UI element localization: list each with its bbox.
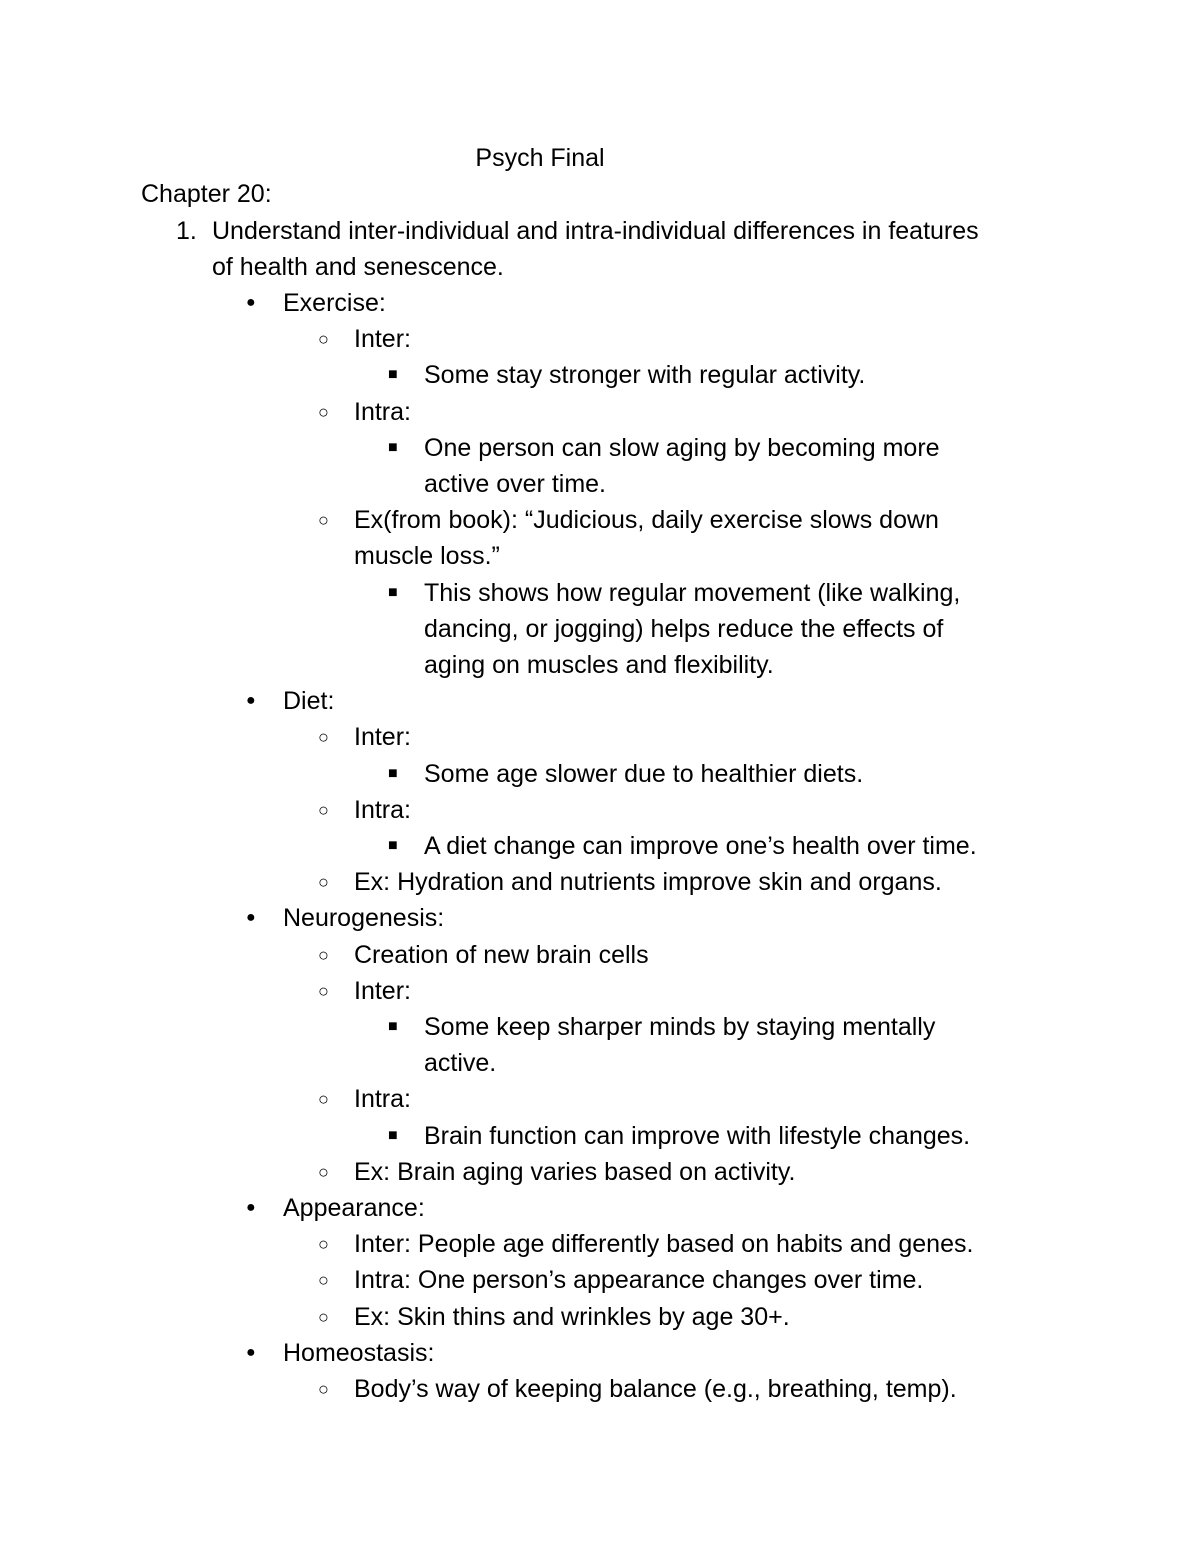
item-number: 1. xyxy=(176,217,197,245)
sub-entry-text-line: A diet change can improve one’s health over time. xyxy=(424,832,977,860)
sub-entry-text-line: aging on muscles and flexibility. xyxy=(424,651,774,679)
section-heading: Neurogenesis: xyxy=(283,904,445,932)
entry-text-line: Ex: Skin thins and wrinkles by age 30+. xyxy=(354,1303,790,1331)
entry-text-line: Intra: One person’s appearance changes over time. xyxy=(354,1266,924,1294)
entry-text-line: Body’s way of keeping balance (e.g., breathing, temp). xyxy=(354,1375,957,1403)
item-text-line: of health and senescence. xyxy=(212,253,504,281)
sub-entry-text-line: This shows how regular movement (like walking, xyxy=(424,579,961,607)
bullet-circle-icon: ○ xyxy=(318,402,329,422)
bullet-circle-icon: ○ xyxy=(318,1089,329,1109)
bullet-circle-icon: ○ xyxy=(318,872,329,892)
bullet-dot-icon: ● xyxy=(246,1344,256,1361)
bullet-circle-icon: ○ xyxy=(318,1162,329,1182)
sub-entry-text-line: active. xyxy=(424,1049,497,1077)
bullet-circle-icon: ○ xyxy=(318,1379,329,1399)
entry-text-line: Inter: xyxy=(354,325,411,353)
entry-text-line: Ex: Brain aging varies based on activity. xyxy=(354,1158,796,1186)
bullet-square-icon: ■ xyxy=(388,584,398,601)
bullet-dot-icon: ● xyxy=(246,909,256,926)
entry-text-line: Inter: xyxy=(354,723,411,751)
bullet-circle-icon: ○ xyxy=(318,1270,329,1290)
bullet-circle-icon: ○ xyxy=(318,1234,329,1254)
bullet-square-icon: ■ xyxy=(388,366,398,383)
bullet-circle-icon: ○ xyxy=(318,981,329,1001)
entry-text-line: Intra: xyxy=(354,1085,411,1113)
bullet-dot-icon: ● xyxy=(246,692,256,709)
bullet-circle-icon: ○ xyxy=(318,1307,329,1327)
bullet-square-icon: ■ xyxy=(388,1127,398,1144)
section-heading: Exercise: xyxy=(283,289,386,317)
entry-text-line: Inter: xyxy=(354,977,411,1005)
chapter-heading: Chapter 20: xyxy=(141,180,272,208)
bullet-square-icon: ■ xyxy=(388,1018,398,1035)
bullet-dot-icon: ● xyxy=(246,1199,256,1216)
entry-text-line: Ex: Hydration and nutrients improve skin and organs. xyxy=(354,868,942,896)
sub-entry-text-line: One person can slow aging by becoming more xyxy=(424,434,940,462)
entry-text-line: Intra: xyxy=(354,398,411,426)
section-heading: Homeostasis: xyxy=(283,1339,435,1367)
sub-entry-text-line: Some stay stronger with regular activity. xyxy=(424,361,866,389)
entry-text-line: Inter: People age differently based on habits and genes. xyxy=(354,1230,974,1258)
sub-entry-text-line: dancing, or jogging) helps reduce the effects of xyxy=(424,615,944,643)
section-heading: Diet: xyxy=(283,687,335,715)
bullet-dot-icon: ● xyxy=(246,294,256,311)
entry-text-line: Ex(from book): “Judicious, daily exercise slows down xyxy=(354,506,939,534)
bullet-circle-icon: ○ xyxy=(318,800,329,820)
sub-entry-text-line: Some age slower due to healthier diets. xyxy=(424,760,864,788)
bullet-circle-icon: ○ xyxy=(318,727,329,747)
entry-text-line: muscle loss.” xyxy=(354,542,500,570)
bullet-square-icon: ■ xyxy=(388,837,398,854)
item-text-line: Understand inter-individual and intra-individual differences in features xyxy=(212,217,979,245)
bullet-circle-icon: ○ xyxy=(318,329,329,349)
page-title: Psych Final xyxy=(475,144,605,172)
entry-text-line: Creation of new brain cells xyxy=(354,941,649,969)
bullet-circle-icon: ○ xyxy=(318,510,329,530)
sub-entry-text-line: Brain function can improve with lifestyle changes. xyxy=(424,1122,971,1150)
bullet-circle-icon: ○ xyxy=(318,945,329,965)
bullet-square-icon: ■ xyxy=(388,765,398,782)
entry-text-line: Intra: xyxy=(354,796,411,824)
sub-entry-text-line: active over time. xyxy=(424,470,607,498)
sub-entry-text-line: Some keep sharper minds by staying mentally xyxy=(424,1013,936,1041)
section-heading: Appearance: xyxy=(283,1194,425,1222)
bullet-square-icon: ■ xyxy=(388,439,398,456)
